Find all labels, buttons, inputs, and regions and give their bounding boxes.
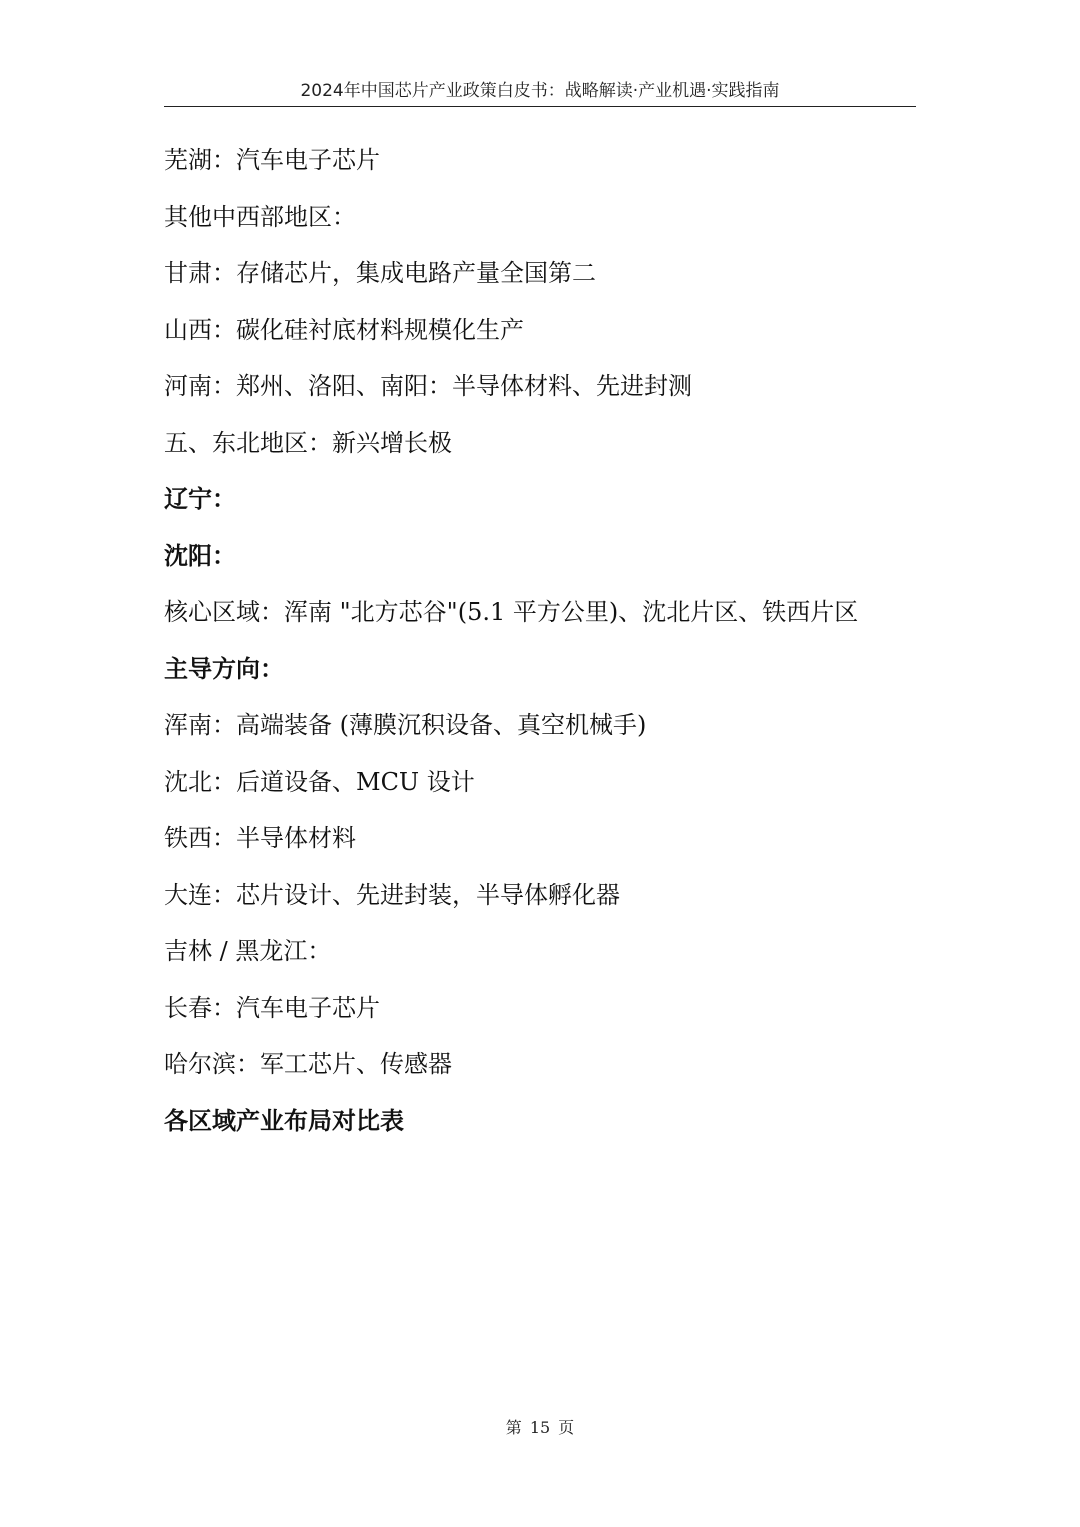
page-header — [164, 78, 916, 107]
body-line: 沈北：后道设备、MCU 设计 — [164, 768, 475, 796]
body-line: 河南：郑州、洛阳、南阳：半导体材料、先进封测 — [164, 372, 692, 400]
page-suffix: 页 — [558, 1418, 575, 1437]
section-heading: 其他中西部地区： — [164, 203, 356, 231]
page-number: 15 — [529, 1418, 551, 1437]
body-line: 长春：汽车电子芯片 — [164, 994, 380, 1022]
body-line: 铁西：半导体材料 — [164, 824, 356, 852]
subsection-heading: 沈阳： — [164, 542, 236, 570]
document-title: 2024年中国芯片产业政策白皮书：战略解读·产业机遇·实践指南 — [300, 81, 780, 101]
body-line: 核心区域：浑南 "北方芯谷"(5.1 平方公里)、沈北片区、铁西片区 — [164, 598, 859, 626]
body-line: 哈尔滨：军工芯片、传感器 — [164, 1050, 452, 1078]
body-line: 芜湖：汽车电子芯片 — [164, 146, 380, 174]
body-line: 大连：芯片设计、先进封装，半导体孵化器 — [164, 881, 620, 909]
subsection-heading: 辽宁： — [164, 485, 236, 513]
body-line: 吉林 / 黑龙江： — [164, 937, 332, 965]
subsection-heading: 主导方向： — [164, 655, 284, 683]
body-line: 甘肃：存储芯片，集成电路产量全国第二 — [164, 259, 596, 287]
table-caption: 各区域产业布局对比表 — [164, 1107, 404, 1135]
page-footer — [0, 1416, 1080, 1440]
page-prefix: 第 — [505, 1418, 522, 1437]
body-line: 浑南：高端装备 (薄膜沉积设备、真空机械手) — [164, 711, 647, 739]
body-line: 山西：碳化硅衬底材料规模化生产 — [164, 316, 524, 344]
section-heading: 五、东北地区：新兴增长极 — [164, 429, 452, 457]
